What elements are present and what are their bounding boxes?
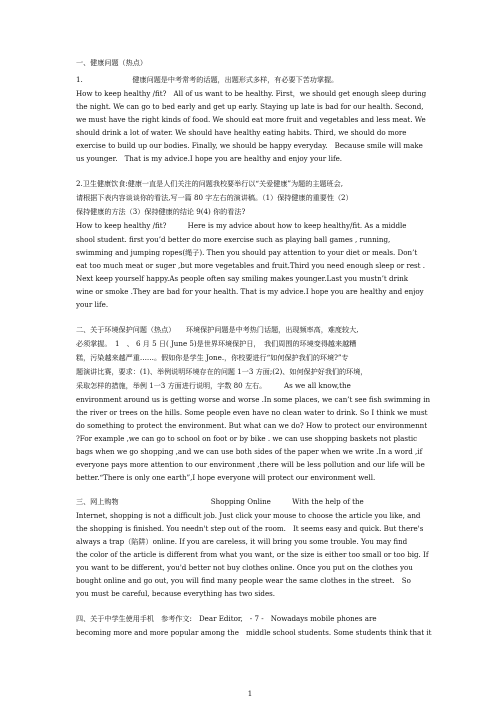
essay-2-line: your life. — [76, 300, 109, 309]
essay-3-line: do something to protect the environment. But what can we do? How to protect our environmennt — [76, 421, 428, 430]
section-3-heading: 三、网上购物 Shopping Online With the help of the — [76, 497, 364, 506]
essay-3-line: ?For example ,we can go to school on foot or by bike . we can use shopping baskets not plastic — [76, 434, 418, 443]
essay-4-line: always a trap（陷阱）online. If you are careless, it will bring you some trouble. You may find — [76, 537, 408, 546]
essay-3-line: bags when we go shopping ,and we can use both sides of the paper when we write .In a word ,if — [76, 447, 423, 456]
essay-3-line: better.“There is only one earth”,I hope everyone will protect our environment well. — [76, 473, 376, 482]
prompt-3-line: 采取怎样的措施，举例 1一3 方面进行说明，字数 80 左右。 As we all know,the — [76, 381, 351, 390]
essay-1-line: the night. We can go to bed early and get up early. Staying up late is bad for our health. Second, — [76, 102, 424, 111]
essay-2-line: How to keep healthy /fit? Here is my advice about how to keep healthy/fit. As a middle — [76, 221, 407, 230]
essay-3-line: the river or trees on the hills. Some people even have no clean water to drink. So I think we must — [76, 408, 428, 417]
essay-4-line: the shopping is finished. You needn't step out of the room. It seems easy and quick. But there's — [76, 524, 424, 533]
essay-3-line: environment around us is getting worse and worse .In some places, we can’t see fish swimming in — [76, 395, 431, 404]
essay-1-line: How to keep healthy /fit? All of us want to be healthy. First，we should get enough sleep during — [76, 89, 427, 98]
essay-2-line: wine or smoke .They are bad for your health. That is my advice.I hope you are healthy and enjoy — [76, 287, 424, 296]
essay-4-line: bought online and go out, you will find many people wear the same clothes in the street. So — [76, 576, 411, 585]
page-number: 1 — [247, 690, 253, 698]
essay-4-line: you must be careful, because everything has two sides. — [76, 589, 276, 598]
essay-3-line: everyone pays more attention to our environment ,there will be less pollution and our life will be — [76, 460, 425, 469]
prompt-3-line: 题演讲比赛，要求：(1)、举例说明环境存在的问题 1一3 方面;(2)、如何保护好我们的环境， — [76, 367, 368, 376]
essay-1-line: exercise to build up our bodies. Finally, we should be happy everyday. Because smile will make — [76, 141, 423, 150]
section-2-heading: 二、关于环境保护问题（热点） 环境保护问题是中考热门话题，出现频率高，难度较大, — [76, 325, 359, 334]
section-1-heading: 一、健康问题（热点） — [76, 58, 147, 67]
section-4-heading: 四、关于中学生使用手机 参考作文: Dear Editor, - 7 - Nowadays mobile phones are — [76, 614, 377, 623]
section-1-intro: 1. 健康问题是中考常考的话题，出题形式多样，有必要下苦功掌握。 — [76, 75, 339, 84]
essay-4-line: the color of the article is different from what you want, or the size is either too small or too big. If — [76, 550, 429, 559]
essay-2-line: eat too much meat or suger ,but more vegetables and fruit.Third you need enough sleep or rest . — [76, 261, 426, 270]
essay-4-line: Internet, shopping is not a difficult job. Just click your mouse to choose the article you like, and — [76, 511, 421, 520]
prompt-3-line: 糕，污染越来越严重……。假如你是学生 Jone.，你校要进行“如何保护我们的环境?”专 — [76, 353, 349, 362]
essay-1-line: should drink a lot of water. We should have healthy eating habits. Third, we should do more — [76, 128, 407, 137]
essay-1-line: us younger. That is my advice.I hope you are healthy and enjoy your life. — [76, 154, 343, 163]
essay-2-line: swimming and jumping ropes(绳子). Then you should pay attention to your diet or meals. Don’t — [76, 248, 418, 257]
prompt-2-line: 保持健康的方法（3）保持健康的结论 9(4) 你的看法? — [76, 207, 246, 216]
essay-2-line: Next keep yourself happy.As people often say smiling makes younger.Last you mustn’t drink — [76, 274, 409, 283]
prompt-2-line: 请根据下表内容谈谈你的看法,写一篇 80 字左右的演讲稿。（1）保持健康的重要性（2） — [76, 193, 353, 202]
essay-4-line: you want to be different, you'd better not buy clothes online. Once you put on the clothes you — [76, 563, 413, 572]
prompt-3-line: 必须掌握。 1 、 6 月 5 日( June 5)是世界环境保护日， 我们周围的环境变得越来越糟 — [76, 339, 357, 348]
essay-2-line: shool student. first you’d better do more exercise such as playing ball games , running, — [76, 235, 391, 244]
essay-1-line: we must have the right kinds of food. We should eat more fruit and vegetables and less meat. We — [76, 115, 426, 124]
prompt-2-line: 2.卫生健康饮食:健康一直是人们关注的问题我校要举行以“关爱健康”为题的主题班会, — [76, 179, 343, 188]
essay-5-line: becoming more and more popular among the middle school students. Some students think that it — [76, 628, 432, 637]
